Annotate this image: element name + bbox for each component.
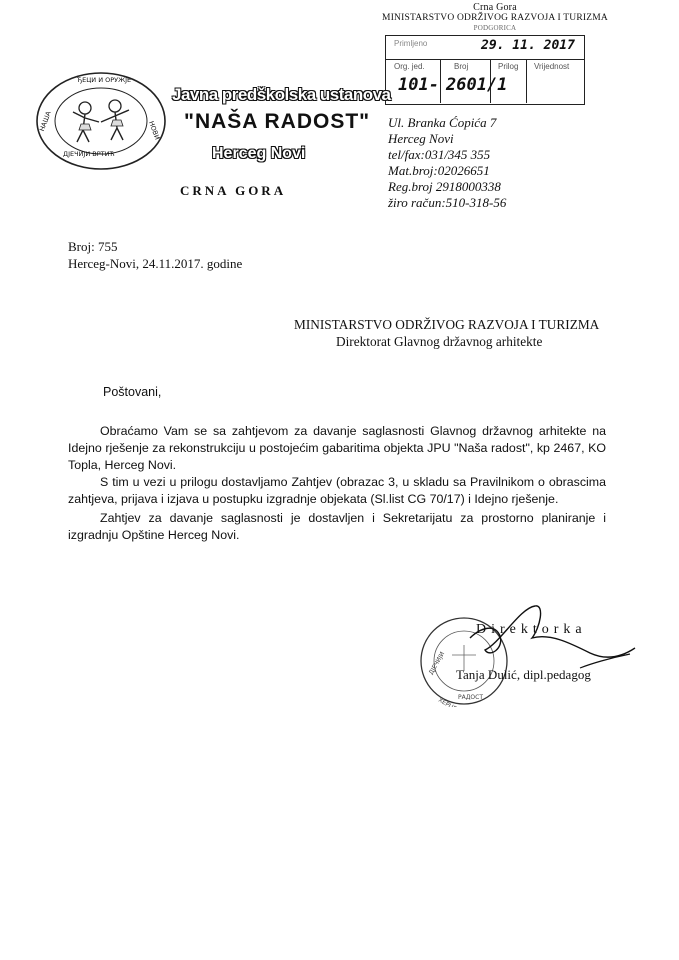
contact-city: Herceg Novi bbox=[388, 131, 454, 146]
contact-telfax: tel/fax:031/345 355 bbox=[388, 147, 491, 162]
contact-block bbox=[388, 115, 506, 211]
addressee-ministry: MINISTARSTVO ODRŽIVOG RAZVOJA I TURIZMA bbox=[294, 317, 600, 332]
reference-block bbox=[68, 238, 242, 272]
received-date: 29. 11. 2017 bbox=[481, 38, 575, 53]
body-paragraph-3: Zahtjev za davanje saglasnosti je dostavljen i Sekretarijatu za prostorno planiranje i izgradnju Opštine Herceg Novi. bbox=[68, 511, 606, 542]
addressee-block bbox=[294, 316, 599, 350]
contact-reg-broj: Reg.broj 2918000338 bbox=[388, 179, 501, 194]
svg-text:ДЈЕЧИЈИ: ДЈЕЧИЈИ bbox=[427, 650, 447, 676]
body-paragraph-2: S tim u vezi u prilogu dostavljamo Zahtjev (obrazac 3, u skladu sa Pravilnikom o obrascima zahtjeva, prijava i izjava u postupku izgradnje objekata (Sl.list CG 70/17) i Idejno rješenje. bbox=[68, 475, 606, 506]
stamp-divider-3 bbox=[526, 59, 527, 103]
reference-place-date: Herceg-Novi, 24.11.2017. godine bbox=[68, 256, 243, 271]
institution-country: CRNA GORA bbox=[180, 183, 287, 198]
contact-street: Ul. Branka Ćopića 7 bbox=[388, 115, 497, 130]
institution-type: Javna predškolska ustanova bbox=[172, 85, 391, 104]
signature-title: Direktorka bbox=[476, 622, 587, 637]
addressee-directorate: Direktorat Glavnog državnog arhitekte bbox=[336, 334, 543, 349]
contact-ziro: žiro račun:510-318-56 bbox=[388, 195, 507, 210]
institution-city: Herceg Novi bbox=[212, 145, 306, 162]
stamp-header-ministry: MINISTARSTVO ODRŽIVOG RAZVOJA I TURIZMA bbox=[382, 13, 608, 23]
stamp-row-numbers bbox=[386, 59, 584, 103]
svg-text:ДЈЕЧИЈИ ВРТИЋ: ДЈЕЧИЈИ ВРТИЋ bbox=[63, 150, 115, 158]
signatory-name: Tanja Dulić, dipl.pedagog bbox=[456, 667, 591, 682]
attachment-label: Prilog bbox=[498, 62, 519, 71]
svg-text:НАША: НАША bbox=[37, 110, 53, 133]
reference-number: Broj: 755 bbox=[68, 239, 118, 254]
svg-text:РАДОСТ: РАДОСТ bbox=[458, 694, 483, 701]
institution-name: "NAŠA RADOST" bbox=[184, 110, 371, 133]
stamp-divider-1 bbox=[440, 59, 441, 103]
svg-text:ЂЕЦИ И ОРУЖЈЕ: ЂЕЦИ И ОРУЖЈЕ bbox=[77, 76, 132, 84]
number-label: Broj bbox=[454, 62, 469, 71]
logo-graphic bbox=[33, 68, 169, 174]
kindergarten-logo bbox=[33, 68, 169, 174]
received-label: Primljeno bbox=[394, 39, 428, 48]
stamp-header-country: Crna Gora bbox=[473, 2, 517, 13]
stamp-header-city: PODGORICA bbox=[473, 24, 517, 32]
org-unit-value: 101- bbox=[398, 75, 439, 95]
svg-text:НОВИ: НОВИ bbox=[147, 119, 162, 141]
contact-mat-broj: Mat.broj:02026651 bbox=[388, 163, 490, 178]
body-paragraph-1: Obraćamo Vam se sa zahtjevom za davanje saglasnosti Glavnog državnog arhitekte na Idejno rješenje za rekonstrukciju u postojećim gabaritima objekta JPU "Naša radost", kp 2467, KO Topla, Herceg Novi. bbox=[68, 424, 606, 472]
letter-body bbox=[68, 423, 606, 544]
number-value: 2601/1 bbox=[446, 75, 508, 95]
receipt-stamp bbox=[385, 35, 585, 105]
salutation: Poštovani, bbox=[103, 385, 162, 399]
value-label: Vrijednost bbox=[534, 62, 570, 71]
svg-text:ХЕРЦЕГ: ХЕРЦЕГ bbox=[437, 696, 461, 707]
stamp-row-received bbox=[386, 36, 584, 60]
org-unit-label: Org. jed. bbox=[394, 62, 425, 71]
